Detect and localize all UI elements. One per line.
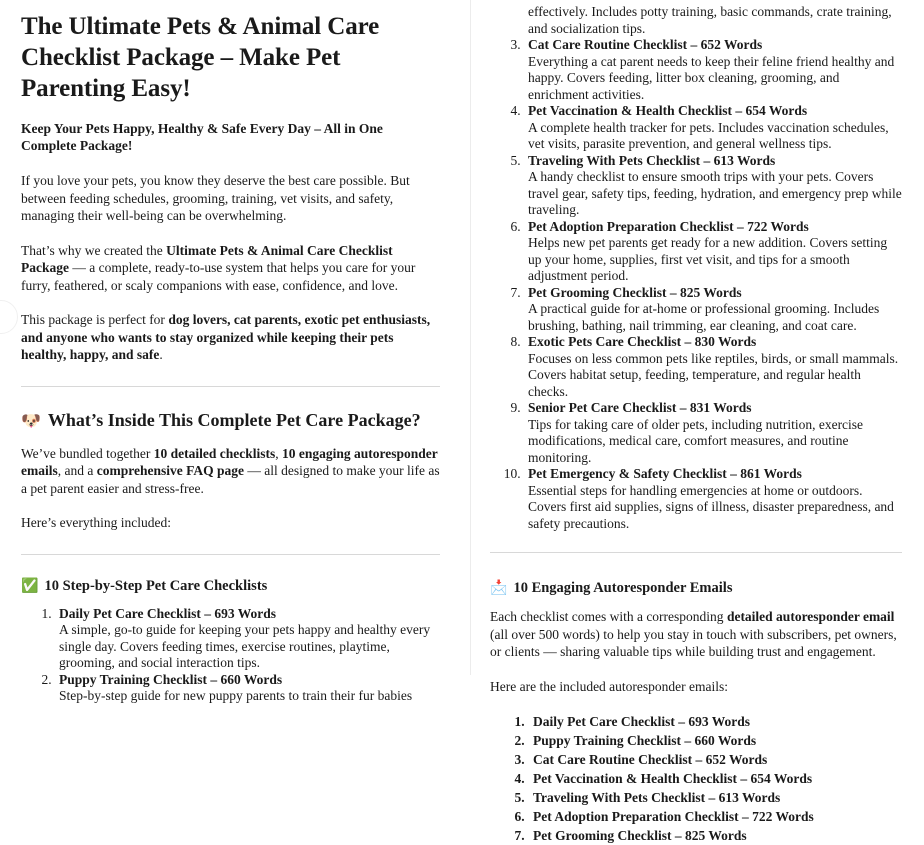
checklist-item-2-continuation: effectively. Includes potty training, basic commands, crate training, and socialization tips.	[528, 4, 892, 36]
list-item-title: 7. Pet Grooming Checklist – 825 Words	[528, 284, 742, 300]
list-item-title: 3. Cat Care Routine Checklist – 652 Words	[528, 37, 763, 52]
list-item	[524, 103, 902, 153]
list-item	[524, 219, 902, 285]
inside-bold-2: 10 engaging autoresponder emails	[21, 445, 438, 478]
intro-paragraph-1: If you love your pets, you know they deserve the best care possible. But between feeding schedules, grooming, training, vet visits, and safety, managing their well-being can be overwhelming.	[21, 173, 410, 223]
inside-section-heading	[21, 409, 440, 431]
list-item	[524, 400, 902, 466]
list-item: 2. Puppy Training Checklist – 660 Words	[528, 731, 902, 750]
list-item-title: 2. Puppy Training Checklist – 660 Words	[59, 671, 283, 687]
section-divider-3	[490, 552, 902, 553]
inside-mid-1: ,	[275, 445, 282, 461]
list-item: 6. Pet Adoption Preparation Checklist – 722 Words	[528, 807, 902, 826]
list-item-title: 9. Senior Pet Care Checklist – 831 Words	[528, 400, 752, 415]
intro-3-post: .	[159, 347, 163, 362]
emails-post: (all over 500 words) to help you stay in touch with subscribers, pet owners, or clients — sharing valuable tips while building trust and engagement.	[490, 626, 897, 659]
section-divider-2	[21, 554, 440, 555]
intro-2-post: — a complete, ready-to-use system that helps you care for your furry, feathered, or scaly companions with ease, confidence, and love.	[21, 260, 416, 293]
subtitle-lede: Keep Your Pets Happy, Healthy & Safe Every Day – All in One Complete Package!	[21, 121, 383, 153]
list-item-title: 1. Daily Pet Care Checklist – 693 Words	[59, 605, 276, 621]
list-item-title: 4. Pet Vaccination & Health Checklist – 654 Words	[528, 103, 808, 118]
list-item: 3. Cat Care Routine Checklist – 652 Words	[528, 750, 902, 769]
list-item	[524, 153, 902, 219]
list-item	[524, 334, 902, 400]
emails-section-heading	[490, 579, 902, 598]
page-title: The Ultimate Pets & Animal Care Checklist Package – Make Pet Parenting Easy!	[21, 13, 380, 102]
inside-section-paragraph	[21, 445, 440, 498]
intro-3-bold: dog lovers, cat parents, exotic pet enthusiasts, and anyone who wants to stay organized while keeping their pets healthy, happy, and safe	[21, 312, 431, 362]
dog-face-icon: 🐶	[21, 410, 41, 430]
list-item-title: 5. Traveling With Pets Checklist – 613 Words	[528, 152, 776, 168]
list-item-description: Step-by-step guide for new puppy parents to train their fur babies	[59, 688, 413, 703]
list-item	[55, 672, 440, 705]
list-item: 5. Traveling With Pets Checklist – 613 Words	[528, 788, 902, 807]
inside-bold-3: comprehensive FAQ page	[96, 463, 244, 478]
list-item-description: A practical guide for at-home or professional grooming. Includes brushing, bathing, nail trimming, ear cleaning, and coat care.	[528, 301, 880, 333]
intro-paragraph-2	[21, 242, 440, 295]
list-item-title: 6. Pet Adoption Preparation Checklist – 722 Words	[528, 218, 809, 234]
emails-list	[490, 712, 902, 845]
column-divider	[470, 0, 471, 675]
emails-bold: detailed autoresponder email	[726, 609, 895, 624]
list-item: 7. Pet Grooming Checklist – 825 Words	[528, 826, 902, 845]
section-divider-1	[21, 386, 440, 387]
intro-2-bold: Ultimate Pets & Animal Care Checklist Package	[21, 242, 393, 275]
emails-pre: Each checklist comes with a corresponding	[490, 609, 727, 624]
inside-post: — all designed to make your life as a pet parent easier and stress-free.	[21, 463, 440, 496]
list-item-description: A complete health tracker for pets. Includes vaccination schedules, vet visits, parasite prevention, and general wellness tips.	[528, 119, 889, 151]
list-item-description: Tips for taking care of older pets, including nutrition, exercise modifications, medical care, comfort measures, and routine monitoring.	[528, 416, 864, 465]
list-item	[524, 37, 902, 103]
list-item	[55, 606, 440, 672]
intro-2-pre: That’s why we created the	[21, 242, 167, 258]
checklists-list-left	[21, 606, 440, 705]
list-item-description: A handy checklist to ensure smooth trips with your pets. Covers travel gear, safety tips, feeding, hydration, and emergency prep while traveling.	[528, 169, 902, 217]
intro-3-pre: This package is perfect for	[21, 312, 169, 327]
envelope-icon: 📩	[490, 580, 508, 596]
inside-mid-2: , and a	[57, 463, 97, 478]
checklists-section-heading	[21, 577, 440, 596]
list-item-title: 8. Exotic Pets Care Checklist – 830 Words	[528, 334, 757, 349]
list-item: 1. Daily Pet Care Checklist – 693 Words	[528, 712, 902, 731]
list-item-description: Focuses on less common pets like reptiles, birds, or small mammals. Covers habitat setup, feeding, temperature, and regular health checks.	[528, 350, 899, 399]
list-item	[524, 285, 902, 335]
inside-pre: We’ve bundled together	[21, 445, 154, 461]
emails-section-lead-in: Here are the included autoresponder emails:	[490, 678, 729, 694]
list-item-title: 10. Pet Emergency & Safety Checklist – 861 Words	[528, 466, 802, 481]
emails-section-paragraph	[490, 608, 902, 661]
intro-paragraph-3	[21, 311, 440, 364]
right-column	[478, 0, 924, 843]
inside-section-heading-label: What’s Inside This Complete Pet Care Package?	[47, 409, 421, 430]
list-item-description: Essential steps for handling emergencies at home or outdoors. Covers first aid supplies, signs of illness, disaster preparedness, and safety precautions.	[528, 482, 894, 531]
list-item	[524, 466, 902, 532]
left-column	[0, 0, 470, 703]
list-item-description: Everything a cat parent needs to keep their feline friend healthy and happy. Covers feeding, litter box cleaning, grooming, and enrichment activities.	[528, 53, 895, 102]
check-mark-icon: ✅	[21, 577, 39, 594]
list-item-description: A simple, go-to guide for keeping your pets happy and healthy every single day. Covers feeding times, exercise routines, playtime, grooming, and social interaction tips.	[59, 622, 431, 670]
inside-section-lead-in: Here’s everything included:	[21, 515, 171, 530]
list-item-description: Helps new pet parents get ready for a new addition. Covers setting up your home, supplies, first vet visit, and tips for a smooth adjustment period.	[528, 235, 888, 283]
checklists-section-heading-label: 10 Step-by-Step Pet Care Checklists	[44, 577, 268, 594]
inside-bold-1: 10 detailed checklists	[153, 445, 276, 461]
emails-section-heading-label: 10 Engaging Autoresponder Emails	[513, 580, 733, 596]
list-item: 4. Pet Vaccination & Health Checklist – 654 Words	[528, 769, 902, 788]
checklists-list-right	[490, 37, 902, 532]
